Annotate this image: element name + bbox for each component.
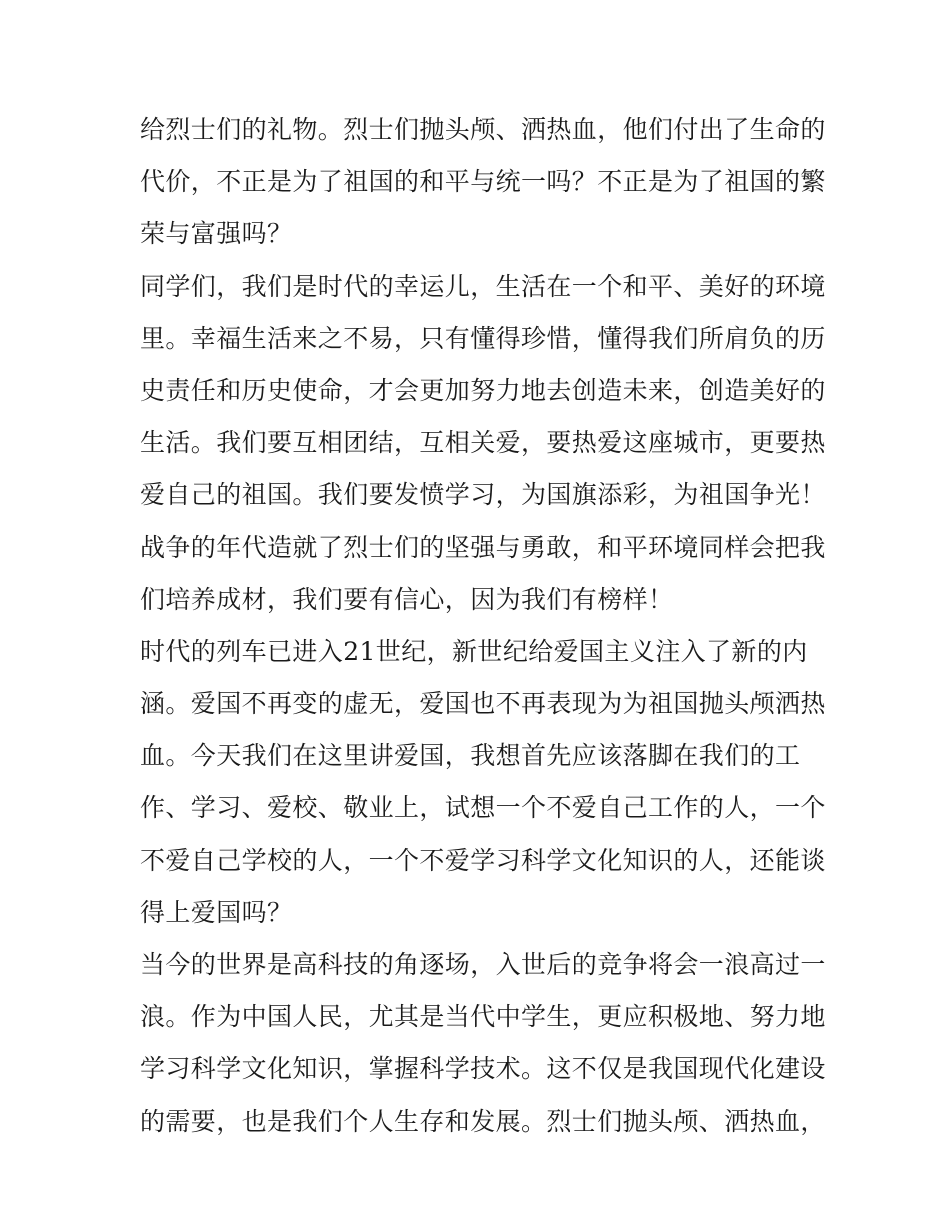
text-line: 当今的世界是高科技的角逐场，入世后的竞争将会一浪高过一	[140, 950, 826, 979]
document-body	[140, 104, 826, 1148]
text-line: 们培养成材，我们要有信心，因为我们有榜样！	[140, 584, 674, 614]
text-line: 代价，不正是为了祖国的和平与统一吗？不正是为了祖国的繁	[140, 167, 826, 197]
text-line: 的需要，也是我们个人生存和发展。烈士们抛头颅、洒热血，	[140, 1106, 826, 1136]
text-line: 战争的年代造就了烈士们的坚强与勇敢，和平环境同样会把我	[140, 532, 826, 562]
text-line: 涵。爱国不再变的虚无，爱国也不再表现为为祖国抛头颅洒热	[140, 689, 826, 719]
text-line: 给烈士们的礼物。烈士们抛头颅、洒热血，他们付出了生命的	[140, 115, 826, 144]
text-line: 史责任和历史使命，才会更加努力地去创造未来，创造美好的	[140, 375, 826, 405]
text-line: 得上爱国吗？	[140, 897, 293, 927]
text-line: 血。今天我们在这里讲爱国，我想首先应该落脚在我们的工	[140, 741, 801, 771]
text-line: 里。幸福生活来之不易，只有懂得珍惜，懂得我们所肩负的历	[140, 323, 826, 353]
text-line: 荣与富强吗？	[140, 219, 293, 249]
text-line: 爱自己的祖国。我们要发愤学习，为国旗添彩，为祖国争光！	[140, 480, 826, 510]
text-line: 不爱自己学校的人，一个不爱学习科学文化知识的人，还能谈	[140, 845, 826, 875]
text-line: 生活。我们要互相团结，互相关爱，要热爱这座城市，更要热	[140, 428, 826, 458]
text-line: 同学们，我们是时代的幸运儿，生活在一个和平、美好的环境	[140, 271, 826, 301]
text-line: 学习科学文化知识，掌握科学技术。这不仅是我国现代化建设	[140, 1054, 826, 1084]
text-line: 作、学习、爱校、敬业上，试想一个不爱自己工作的人，一个	[140, 793, 826, 823]
text-line: 时代的列车已进入21世纪，新世纪给爱国主义注入了新的内	[140, 636, 808, 666]
text-line: 浪。作为中国人民，尤其是当代中学生，更应积极地、努力地	[140, 1002, 826, 1032]
